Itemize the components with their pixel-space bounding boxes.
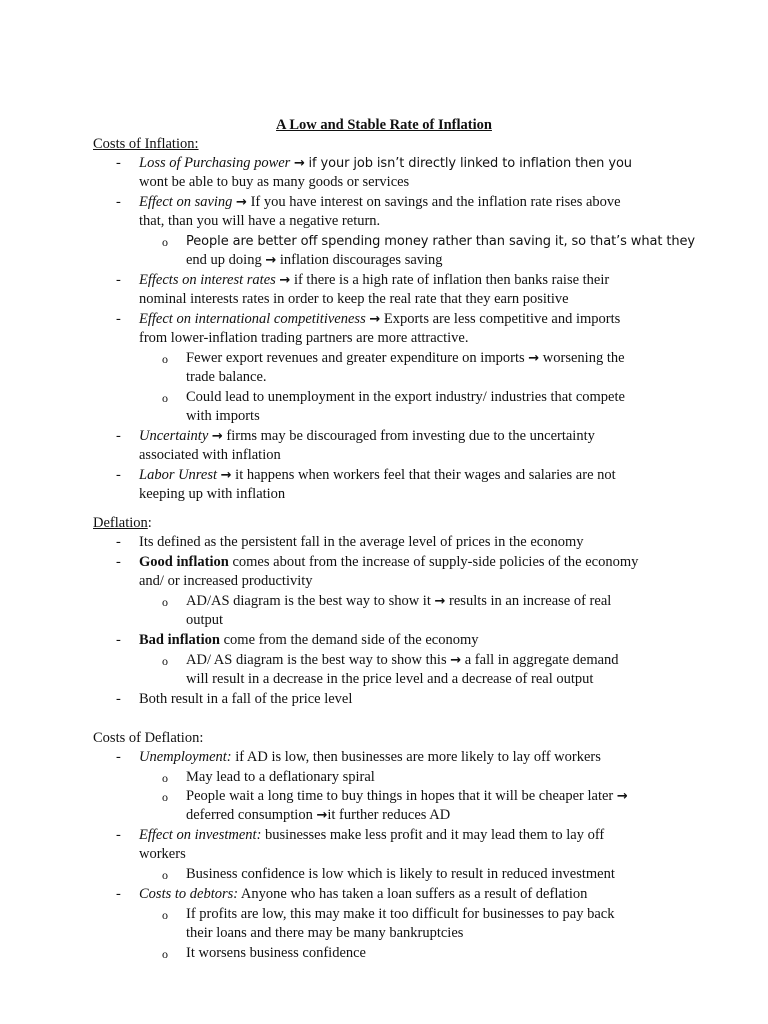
labor-unrest-item: Labor Unrest → it happens when workers feel that their wages and salaries are not bbox=[139, 467, 616, 483]
effect-on-saving-item: Effect on saving → If you have interest on savings and the inflation rate rises above bbox=[139, 194, 621, 210]
dash-marker: - bbox=[116, 554, 121, 570]
international-competitiveness-item: Effect on international competitiveness → Exports are less competitive and imports bbox=[139, 311, 621, 327]
intl-sub-item-1: Fewer export revenues and greater expenditure on imports → worsening the bbox=[186, 350, 625, 366]
arrow-icon: → bbox=[616, 789, 628, 804]
unemployment-sub-2: People wait a long time to buy things in hopes that it will be cheaper later → bbox=[186, 788, 628, 804]
effects-on-interest-rates-cont: nominal interests rates in order to keep the real rate that they earn positive bbox=[139, 291, 569, 307]
dash-marker: - bbox=[116, 311, 121, 327]
costs-of-deflation-heading: Costs of Deflation: bbox=[93, 730, 204, 746]
deflation-heading: Deflation: bbox=[93, 515, 152, 531]
good-inflation-sub-cont: output bbox=[186, 612, 224, 628]
international-competitiveness-cont: from lower-inflation trading partners are more attractive. bbox=[139, 330, 469, 346]
effect-on-investment-cont: workers bbox=[139, 846, 186, 862]
dash-marker: - bbox=[116, 827, 121, 843]
arrow-icon: → bbox=[265, 253, 277, 268]
unemployment-sub-2-cont: deferred consumption →it further reduces AD bbox=[186, 807, 451, 823]
arrow-icon: → bbox=[369, 312, 381, 327]
debtors-sub-1: If profits are low, this may make it too difficult for businesses to pay back bbox=[186, 906, 615, 922]
intl-sub-item-1-cont: trade balance. bbox=[186, 369, 267, 385]
intl-sub-item-2-cont: with imports bbox=[186, 408, 260, 424]
arrow-icon: → bbox=[450, 653, 462, 668]
effect-on-investment-item: Effect on investment: businesses make less profit and it may lead them to lay off bbox=[139, 827, 605, 843]
bullet-marker: o bbox=[162, 235, 168, 249]
arrow-icon: → bbox=[279, 273, 291, 288]
dash-marker: - bbox=[116, 194, 121, 210]
bullet-marker: o bbox=[162, 391, 168, 405]
investment-sub-1: Business confidence is low which is likely to result in reduced investment bbox=[186, 866, 615, 882]
good-inflation-sub: AD/AS diagram is the best way to show it → results in an increase of real bbox=[186, 593, 612, 609]
dash-marker: - bbox=[116, 632, 121, 648]
both-result-item: Both result in a fall of the price level bbox=[139, 691, 353, 707]
arrow-icon: → bbox=[293, 156, 305, 171]
dash-marker: - bbox=[116, 272, 121, 288]
bullet-marker: o bbox=[162, 790, 168, 804]
dash-marker: - bbox=[116, 534, 121, 550]
bullet-marker: o bbox=[162, 352, 168, 366]
dash-marker: - bbox=[116, 155, 121, 171]
saving-sub-item-cont: end up doing → inflation discourages saving bbox=[186, 252, 443, 268]
debtors-sub-1-cont: their loans and there may be many bankruptcies bbox=[186, 925, 464, 941]
bullet-marker: o bbox=[162, 654, 168, 668]
bullet-marker: o bbox=[162, 947, 168, 961]
arrow-icon: → bbox=[528, 351, 540, 366]
document-title: A Low and Stable Rate of Inflation bbox=[276, 117, 492, 133]
intl-sub-item-2: Could lead to unemployment in the export industry/ industries that compete bbox=[186, 389, 625, 405]
arrow-icon: → bbox=[236, 195, 247, 210]
bad-inflation-item: Bad inflation come from the demand side of the economy bbox=[139, 632, 479, 648]
unemployment-sub-1: May lead to a deflationary spiral bbox=[186, 769, 375, 785]
bad-inflation-sub: AD/ AS diagram is the best way to show this → a fall in aggregate demand bbox=[186, 652, 619, 668]
saving-sub-item: People are better off spending money rather than saving it, so that’s what they bbox=[186, 234, 695, 249]
dash-marker: - bbox=[116, 749, 121, 765]
dash-marker: - bbox=[116, 691, 121, 707]
costs-to-debtors-item: Costs to debtors: Anyone who has taken a loan suffers as a result of deflation bbox=[139, 886, 588, 902]
arrow-icon: → bbox=[316, 808, 328, 823]
bullet-marker: o bbox=[162, 771, 168, 785]
costs-of-inflation-heading: Costs of Inflation: bbox=[93, 136, 199, 152]
effects-on-interest-rates-item: Effects on interest rates → if there is a high rate of inflation then banks raise their bbox=[139, 272, 610, 288]
loss-of-purchasing-power-item: Loss of Purchasing power → if your job isn’t directly linked to inflation then you bbox=[139, 155, 632, 171]
labor-unrest-cont: keeping up with inflation bbox=[139, 486, 286, 502]
dash-marker: - bbox=[116, 467, 121, 483]
dash-marker: - bbox=[116, 886, 121, 902]
debtors-sub-2: It worsens business confidence bbox=[186, 945, 366, 961]
arrow-icon: → bbox=[211, 429, 223, 444]
effect-on-saving-cont: that, than you will have a negative return. bbox=[139, 213, 381, 229]
uncertainty-cont: associated with inflation bbox=[139, 447, 281, 463]
uncertainty-item: Uncertainty → firms may be discouraged from investing due to the uncertainty bbox=[139, 428, 595, 444]
bad-inflation-sub-cont: will result in a decrease in the price level and a decrease of real output bbox=[186, 671, 594, 687]
bullet-marker: o bbox=[162, 868, 168, 882]
dash-marker: - bbox=[116, 428, 121, 444]
good-inflation-cont: and/ or increased productivity bbox=[139, 573, 313, 589]
arrow-icon: → bbox=[220, 468, 232, 483]
unemployment-item: Unemployment: if AD is low, then businesses are more likely to lay off workers bbox=[139, 749, 601, 765]
good-inflation-item: Good inflation comes about from the increase of supply-side policies of the economy bbox=[139, 554, 639, 570]
bullet-marker: o bbox=[162, 595, 168, 609]
loss-of-purchasing-power-cont: wont be able to buy as many goods or services bbox=[139, 174, 410, 190]
deflation-definition: Its defined as the persistent fall in the average level of prices in the economy bbox=[139, 534, 584, 550]
bullet-marker: o bbox=[162, 908, 168, 922]
arrow-icon: → bbox=[434, 594, 446, 609]
